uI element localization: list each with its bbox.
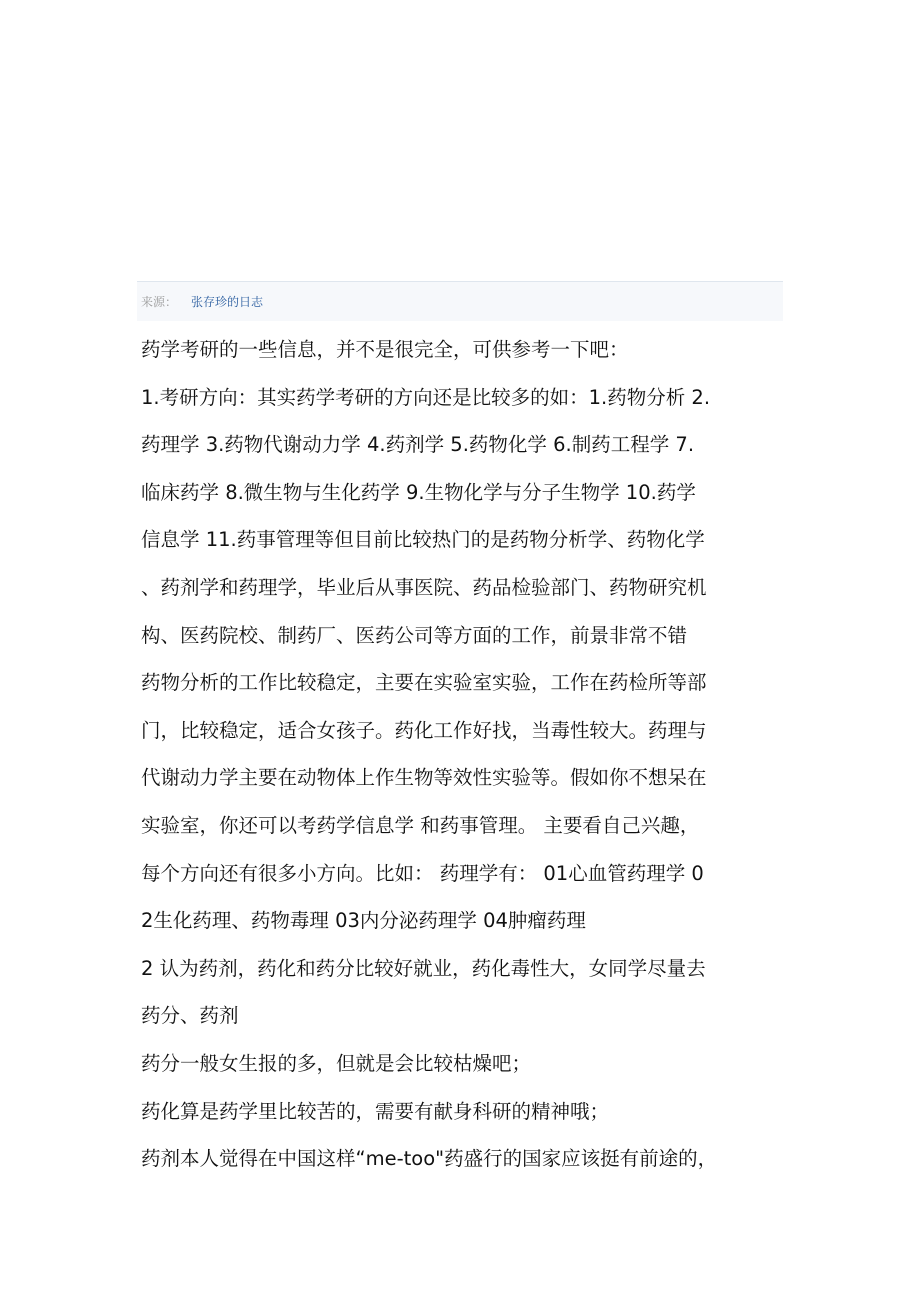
source-label: 来源：: [141, 295, 178, 309]
article-line: 门，比较稳定，适合女孩子。药化工作好找，当毒性较大。药理与: [141, 718, 707, 742]
article-line: 代谢动力学主要在动物体上作生物等效性实验等。假如你不想呆在: [141, 766, 707, 790]
article-line: 药物分析的工作比较稳定，主要在实验室实验，工作在药检所等部: [141, 671, 707, 695]
article-body: [141, 326, 781, 1183]
article-line: 信息学 11.药事管理等但目前比较热门的是药物分析学、药物化学: [141, 528, 705, 552]
article-line: 实验室，你还可以考药学信息学 和药事管理。 主要看自己兴趣，: [141, 813, 700, 837]
article-line: 1.考研方向：其实药学考研的方向还是比较多的如：1.药物分析 2.: [141, 385, 711, 409]
article-line: 药剂本人觉得在中国这样“me-too"药盛行的国家应该挺有前途的，: [141, 1147, 718, 1171]
article-line: 药学考研的一些信息，并不是很完全，可供参考一下吧：: [141, 338, 629, 361]
source-bar: [137, 281, 783, 321]
article-line: 药分、药剂: [141, 1004, 239, 1028]
article-line: 药分一般女生报的多，但就是会比较枯燥吧；: [141, 1051, 532, 1075]
article-line: 2 认为药剂，药化和药分比较好就业，药化毒性大，女同学尽量去: [141, 956, 706, 980]
article-line: 药理学 3.药物代谢动力学 4.药剂学 5.药物化学 6.制药工程学 7.: [141, 433, 695, 457]
article-line: 构、医药院校、制药厂、医药公司等方面的工作，前景非常不错: [141, 623, 688, 647]
source-link[interactable]: 张存珍的日志: [191, 295, 264, 309]
article-line: 药化算是药学里比较苦的，需要有献身科研的精神哦；: [141, 1099, 610, 1123]
article-line: 2生化药理、药物毒理 03内分泌药理学 04肿瘤药理: [141, 909, 586, 933]
article-line: 临床药学 8.微生物与生化药学 9.生物化学与分子生物学 10.药学: [141, 480, 696, 504]
article-line: 每个方向还有很多小方向。比如： 药理学有： 01心血管药理学 0: [141, 861, 704, 885]
article-line: 、药剂学和药理学，毕业后从事医院、药品检验部门、药物研究机: [141, 575, 707, 599]
